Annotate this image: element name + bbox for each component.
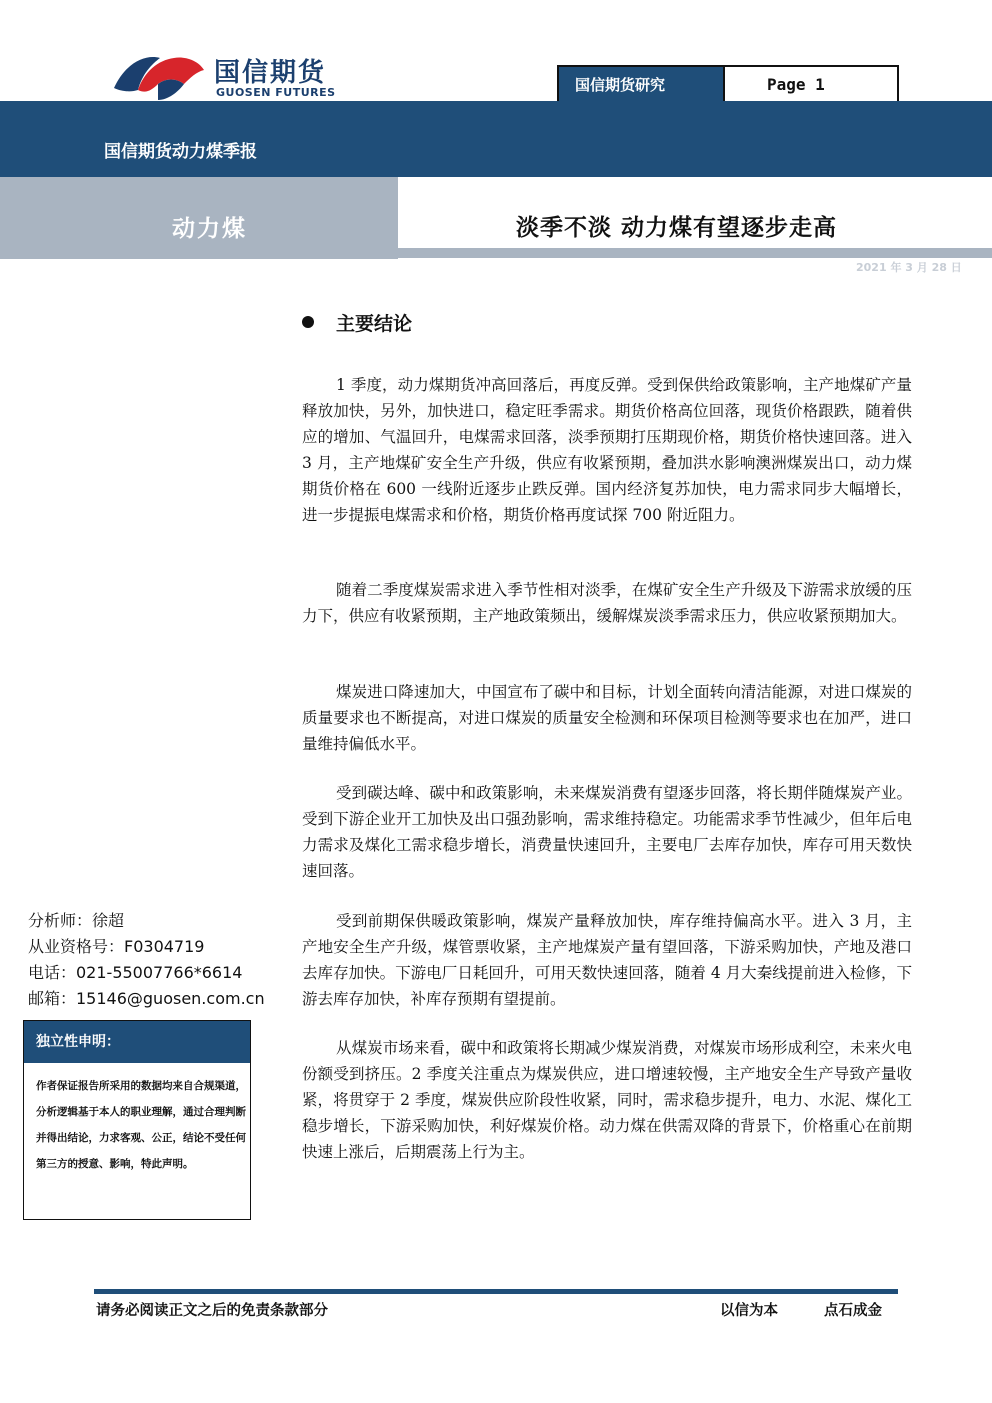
report-series-title: 国信期货动力煤季报 bbox=[104, 142, 257, 162]
analyst-phone: 电话：021-55007766*6614 bbox=[28, 963, 243, 982]
badge-research-label: 国信期货研究 bbox=[559, 67, 725, 101]
analyst-license: 从业资格号：F0304719 bbox=[28, 937, 205, 956]
analyst-name: 分析师：徐超 bbox=[28, 911, 125, 930]
section-title-text: 主要结论 bbox=[336, 313, 413, 335]
footer-slogan-2: 点石成金 bbox=[824, 1303, 882, 1319]
statement-title: 独立性申明： bbox=[24, 1021, 250, 1063]
paragraph: 受到碳达峰、碳中和政策影响，未来煤炭消费有望逐步回落，将长期伴随煤炭产业。受到下游企业开工加快及出口强劲影响，需求维持稳定。功能需求季节性减少，但年后电力需求及煤化工需求稳步增长，消费量快速回升，主要电厂去库存加快，库存可用天数快速回落。 bbox=[302, 784, 912, 880]
analyst-info bbox=[28, 908, 265, 1012]
section-title bbox=[302, 309, 412, 336]
paragraph: 煤炭进口降速加大，中国宣布了碳中和目标，计划全面转向清洁能源，对进口煤炭的质量要求也不断提高，对进口煤炭的质量安全检测和环保项目检测等要求也在加严，进口量维持偏低水平。 bbox=[302, 683, 912, 753]
analyst-email[interactable]: 邮箱：15146@guosen.com.cn bbox=[28, 989, 265, 1008]
footer-slogan-1: 以信为本 bbox=[720, 1303, 778, 1319]
logo-english-text: GUOSEN FUTURES bbox=[216, 86, 336, 99]
bullet-icon bbox=[302, 316, 314, 328]
report-headline: 淡季不淡 动力煤有望逐步走高 bbox=[516, 215, 838, 241]
footer-disclaimer-note: 请务必阅读正文之后的免责条款部分 bbox=[96, 1303, 328, 1319]
paragraph: 从煤炭市场来看，碳中和政策将长期减少煤炭消费，对煤炭市场形成利空，未来火电份额受到挤压。2 季度关注重点为煤炭供应，进口增速较慢，主产地安全生产导致产量收紧，将贯穿于 2 季度，煤炭供应阶段性收紧，同时，需求稳步提升，电力、水泥、煤化工稳步增长，下游采购加快，利好煤炭价格。动力煤在供需双降的背景下，价格重心在前期快速上涨后，后期震荡上行为主。 bbox=[302, 1039, 912, 1161]
independence-statement bbox=[23, 1020, 251, 1220]
paragraph: 随着二季度煤炭需求进入季节性相对淡季，在煤矿安全生产升级及下游需求放缓的压力下，供应有收紧预期，主产地政策频出，缓解煤炭淡季需求压力，供应收紧预期加大。 bbox=[302, 581, 912, 625]
report-date: 2021 年 3 月 28 日 bbox=[856, 261, 962, 274]
logo-mark-icon bbox=[112, 50, 212, 106]
category-label: 动力煤 bbox=[172, 216, 247, 242]
footer-divider bbox=[94, 1289, 898, 1294]
paragraph: 受到前期保供暖政策影响，煤炭产量释放加快，库存维持偏高水平。进入 3 月，主产地安全生产升级，煤管票收紧，主产地煤炭产量有望回落，下游采购加快，产地及港口去库存加快。下游电厂日耗回升，可用天数快速回落，随着 4 月大秦线提前进入检修，下游去库存加快，补库存预期有望提前。 bbox=[302, 912, 912, 1008]
badge-page-number: Page 1 bbox=[767, 75, 825, 94]
header-bottom-band bbox=[0, 248, 992, 258]
company-logo bbox=[112, 50, 342, 106]
statement-body: 作者保证报告所采用的数据均来自合规渠道，分析逻辑基于本人的职业理解，通过合理判断 并得出结论，力求客观、公正，结论不受任何第三方的授意、影响，特此声明。 bbox=[36, 1080, 246, 1170]
logo-chinese-text: 国信期货 bbox=[214, 58, 327, 88]
paragraph: 1 季度，动力煤期货冲高回落后，再度反弹。受到保供给政策影响，主产地煤矿产量释放加快，另外，加快进口，稳定旺季需求。期货价格高位回落，现货价格跟跌，随着供应的增加、气温回升，电煤需求回落，淡季预期打压期现价格，期货价格快速回落。进入 3 月，主产地煤矿安全生产升级，供应有收紧预期，叠加洪水影响澳洲煤炭出口，动力煤期货价格在 600 一线附近逐步止跌反弹。国内经济复苏加快，电力需求同步大幅增长，进一步提振电煤需求和价格，期货价格再度试探 700 附近阻力。 bbox=[302, 376, 912, 524]
page-badge bbox=[557, 65, 899, 103]
